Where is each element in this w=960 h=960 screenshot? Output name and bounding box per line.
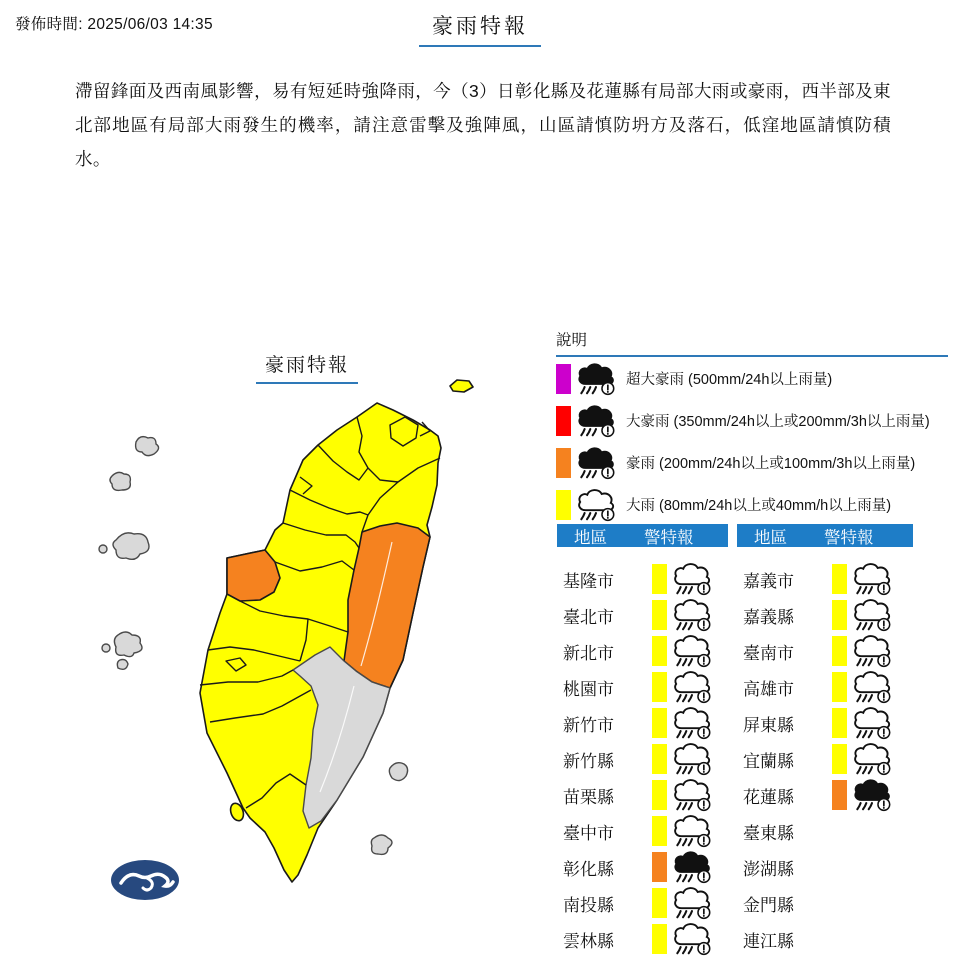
heavy-rain-icon [850, 741, 894, 777]
island-matsu-south [110, 472, 130, 490]
table-row [737, 813, 913, 849]
warning-cell [652, 561, 714, 597]
heavy-rain-icon [670, 633, 714, 669]
warning-cell [652, 705, 714, 741]
table-body [557, 561, 728, 957]
warning-cell [832, 741, 894, 777]
torrential-rain-icon [574, 361, 618, 397]
table-row [737, 741, 913, 777]
island-penghu [114, 632, 142, 657]
warning-cell [832, 777, 894, 813]
warning-color-swatch [832, 780, 847, 810]
island-kinmen [113, 533, 149, 559]
warning-color-swatch [556, 364, 571, 394]
legend [556, 328, 948, 525]
legend-item-label: 大雨 (80mm/24h以上或40mm/h以上雨量) [626, 498, 892, 514]
region-name: 臺東縣 [743, 823, 794, 843]
island-kinmen-islet [99, 545, 107, 553]
region-name: 高雄市 [743, 679, 794, 699]
island-orchid-island [371, 835, 392, 854]
table-row [557, 885, 728, 921]
island-guishan [450, 380, 473, 392]
page-title-text: 豪雨特報 [419, 10, 541, 47]
heavy-rain-icon [670, 813, 714, 849]
region-name: 金門縣 [743, 895, 794, 915]
warning-cell [832, 633, 894, 669]
column-header-warning: 警特報 [644, 528, 694, 547]
warning-color-swatch [832, 708, 847, 738]
torrential-rain-icon [574, 403, 618, 439]
heavy-rain-icon [670, 669, 714, 705]
warning-cell [832, 597, 894, 633]
warning-cell [652, 741, 714, 777]
region-name: 澎湖縣 [743, 859, 794, 879]
legend-item [556, 400, 948, 441]
warning-cell [832, 669, 894, 705]
region-name: 彰化縣 [563, 859, 614, 879]
warning-table-left [557, 524, 728, 957]
county-changhua [227, 550, 280, 601]
table-row [737, 561, 913, 597]
table-header [737, 524, 913, 547]
warning-cell [652, 669, 714, 705]
island-penghu-islet [102, 644, 110, 652]
table-row [557, 921, 728, 957]
table-body [737, 561, 913, 957]
warning-color-swatch [556, 490, 571, 520]
region-name: 臺南市 [743, 643, 794, 663]
warning-cell [832, 561, 894, 597]
column-header-warning: 警特報 [824, 528, 874, 547]
warning-color-swatch [556, 406, 571, 436]
warning-cell [652, 813, 714, 849]
table-row [737, 921, 913, 957]
taiwan-map-svg [60, 330, 545, 950]
legend-item [556, 442, 948, 483]
table-row [737, 633, 913, 669]
table-row [737, 849, 913, 885]
warning-cell [652, 597, 714, 633]
warning-color-swatch [652, 744, 667, 774]
region-name: 南投縣 [563, 895, 614, 915]
taiwan-warning-map [60, 330, 545, 950]
warning-color-swatch [652, 924, 667, 954]
heavy-rain-icon [670, 777, 714, 813]
warning-color-swatch [652, 780, 667, 810]
legend-item-label: 大豪雨 (350mm/24h以上或200mm/3h以上雨量) [626, 414, 930, 430]
region-name: 基隆市 [563, 571, 614, 591]
map-title: 豪雨特報 [256, 350, 358, 384]
warning-color-swatch [556, 448, 571, 478]
warning-color-swatch [832, 744, 847, 774]
legend-item-label: 超大豪雨 (500mm/24h以上雨量) [626, 372, 833, 388]
region-name: 花蓮縣 [743, 787, 794, 807]
warning-color-swatch [652, 600, 667, 630]
warning-cell [652, 777, 714, 813]
warning-table-right [737, 524, 913, 957]
region-name: 嘉義縣 [743, 607, 794, 627]
heavy-rain-icon [670, 561, 714, 597]
warning-color-swatch [652, 888, 667, 918]
table-row [737, 705, 913, 741]
table-row [737, 777, 913, 813]
warning-cell [556, 487, 618, 523]
warning-color-swatch [832, 600, 847, 630]
region-name: 宜蘭縣 [743, 751, 794, 771]
warning-color-swatch [652, 852, 667, 882]
region-name: 屏東縣 [743, 715, 794, 735]
table-row [557, 741, 728, 777]
warning-color-swatch [652, 708, 667, 738]
warning-cell [556, 361, 618, 397]
heavy-rain-icon [850, 705, 894, 741]
publish-time: 發佈時間: 2025/06/03 14:35 [15, 16, 213, 33]
region-name: 連江縣 [743, 931, 794, 951]
table-row [557, 669, 728, 705]
warning-cell [556, 403, 618, 439]
table-row [557, 561, 728, 597]
warning-summary-text: 滯留鋒面及西南風影響，易有短延時強降雨，今（3）日彰化縣及花蓮縣有局部大雨或豪雨，西半部及東北部地區有局部大雨發生的機率，請注意雷擊及強陣風，山區請慎防坍方及落石，低窪地區請慎防積水。 [75, 81, 891, 169]
table-row [737, 885, 913, 921]
island-penghu-south [117, 660, 128, 670]
warning-color-swatch [652, 564, 667, 594]
warning-cell [556, 445, 618, 481]
warning-color-swatch [832, 636, 847, 666]
region-name: 臺北市 [563, 607, 614, 627]
heavy-rain-icon [574, 487, 618, 523]
table-row [557, 705, 728, 741]
warning-cell [652, 633, 714, 669]
torrential-rain-icon [670, 849, 714, 885]
island-matsu-north [136, 437, 159, 456]
table-row [737, 669, 913, 705]
heavy-rain-icon [670, 885, 714, 921]
table-row [557, 813, 728, 849]
table-row [557, 849, 728, 885]
table-row [557, 597, 728, 633]
page-title [0, 10, 960, 47]
warning-color-swatch [652, 816, 667, 846]
warning-cell [652, 849, 714, 885]
legend-item-label: 豪雨 (200mm/24h以上或100mm/3h以上雨量) [626, 456, 916, 472]
table-header [557, 524, 728, 547]
warning-color-swatch [652, 636, 667, 666]
torrential-rain-icon [850, 777, 894, 813]
heavy-rain-icon [670, 921, 714, 957]
torrential-rain-icon [574, 445, 618, 481]
table-row [557, 633, 728, 669]
region-name: 臺中市 [563, 823, 614, 843]
column-header-region: 地區 [754, 528, 787, 547]
cwb-logo [111, 860, 179, 900]
region-name: 嘉義市 [743, 571, 794, 591]
region-name: 新北市 [563, 643, 614, 663]
warning-cell [652, 921, 714, 957]
warning-color-swatch [832, 564, 847, 594]
heavy-rain-icon [670, 705, 714, 741]
legend-title: 說明 [556, 328, 948, 357]
region-name: 新竹市 [563, 715, 614, 735]
heavy-rain-icon [850, 597, 894, 633]
warning-color-swatch [832, 672, 847, 702]
heavy-rain-icon [670, 741, 714, 777]
heavy-rain-icon [850, 633, 894, 669]
column-header-region: 地區 [574, 528, 607, 547]
warning-cell [652, 885, 714, 921]
heavy-rain-icon [670, 597, 714, 633]
island-green-island [389, 763, 407, 781]
table-row [557, 777, 728, 813]
heavy-rain-icon [850, 561, 894, 597]
legend-item [556, 484, 948, 525]
legend-items [556, 358, 948, 525]
warning-color-swatch [652, 672, 667, 702]
table-row [737, 597, 913, 633]
heavy-rain-icon [850, 669, 894, 705]
region-name: 桃園市 [563, 679, 614, 699]
region-name: 新竹縣 [563, 751, 614, 771]
warning-cell [832, 705, 894, 741]
region-name: 雲林縣 [563, 931, 614, 951]
legend-item [556, 358, 948, 399]
region-name: 苗栗縣 [563, 787, 614, 807]
